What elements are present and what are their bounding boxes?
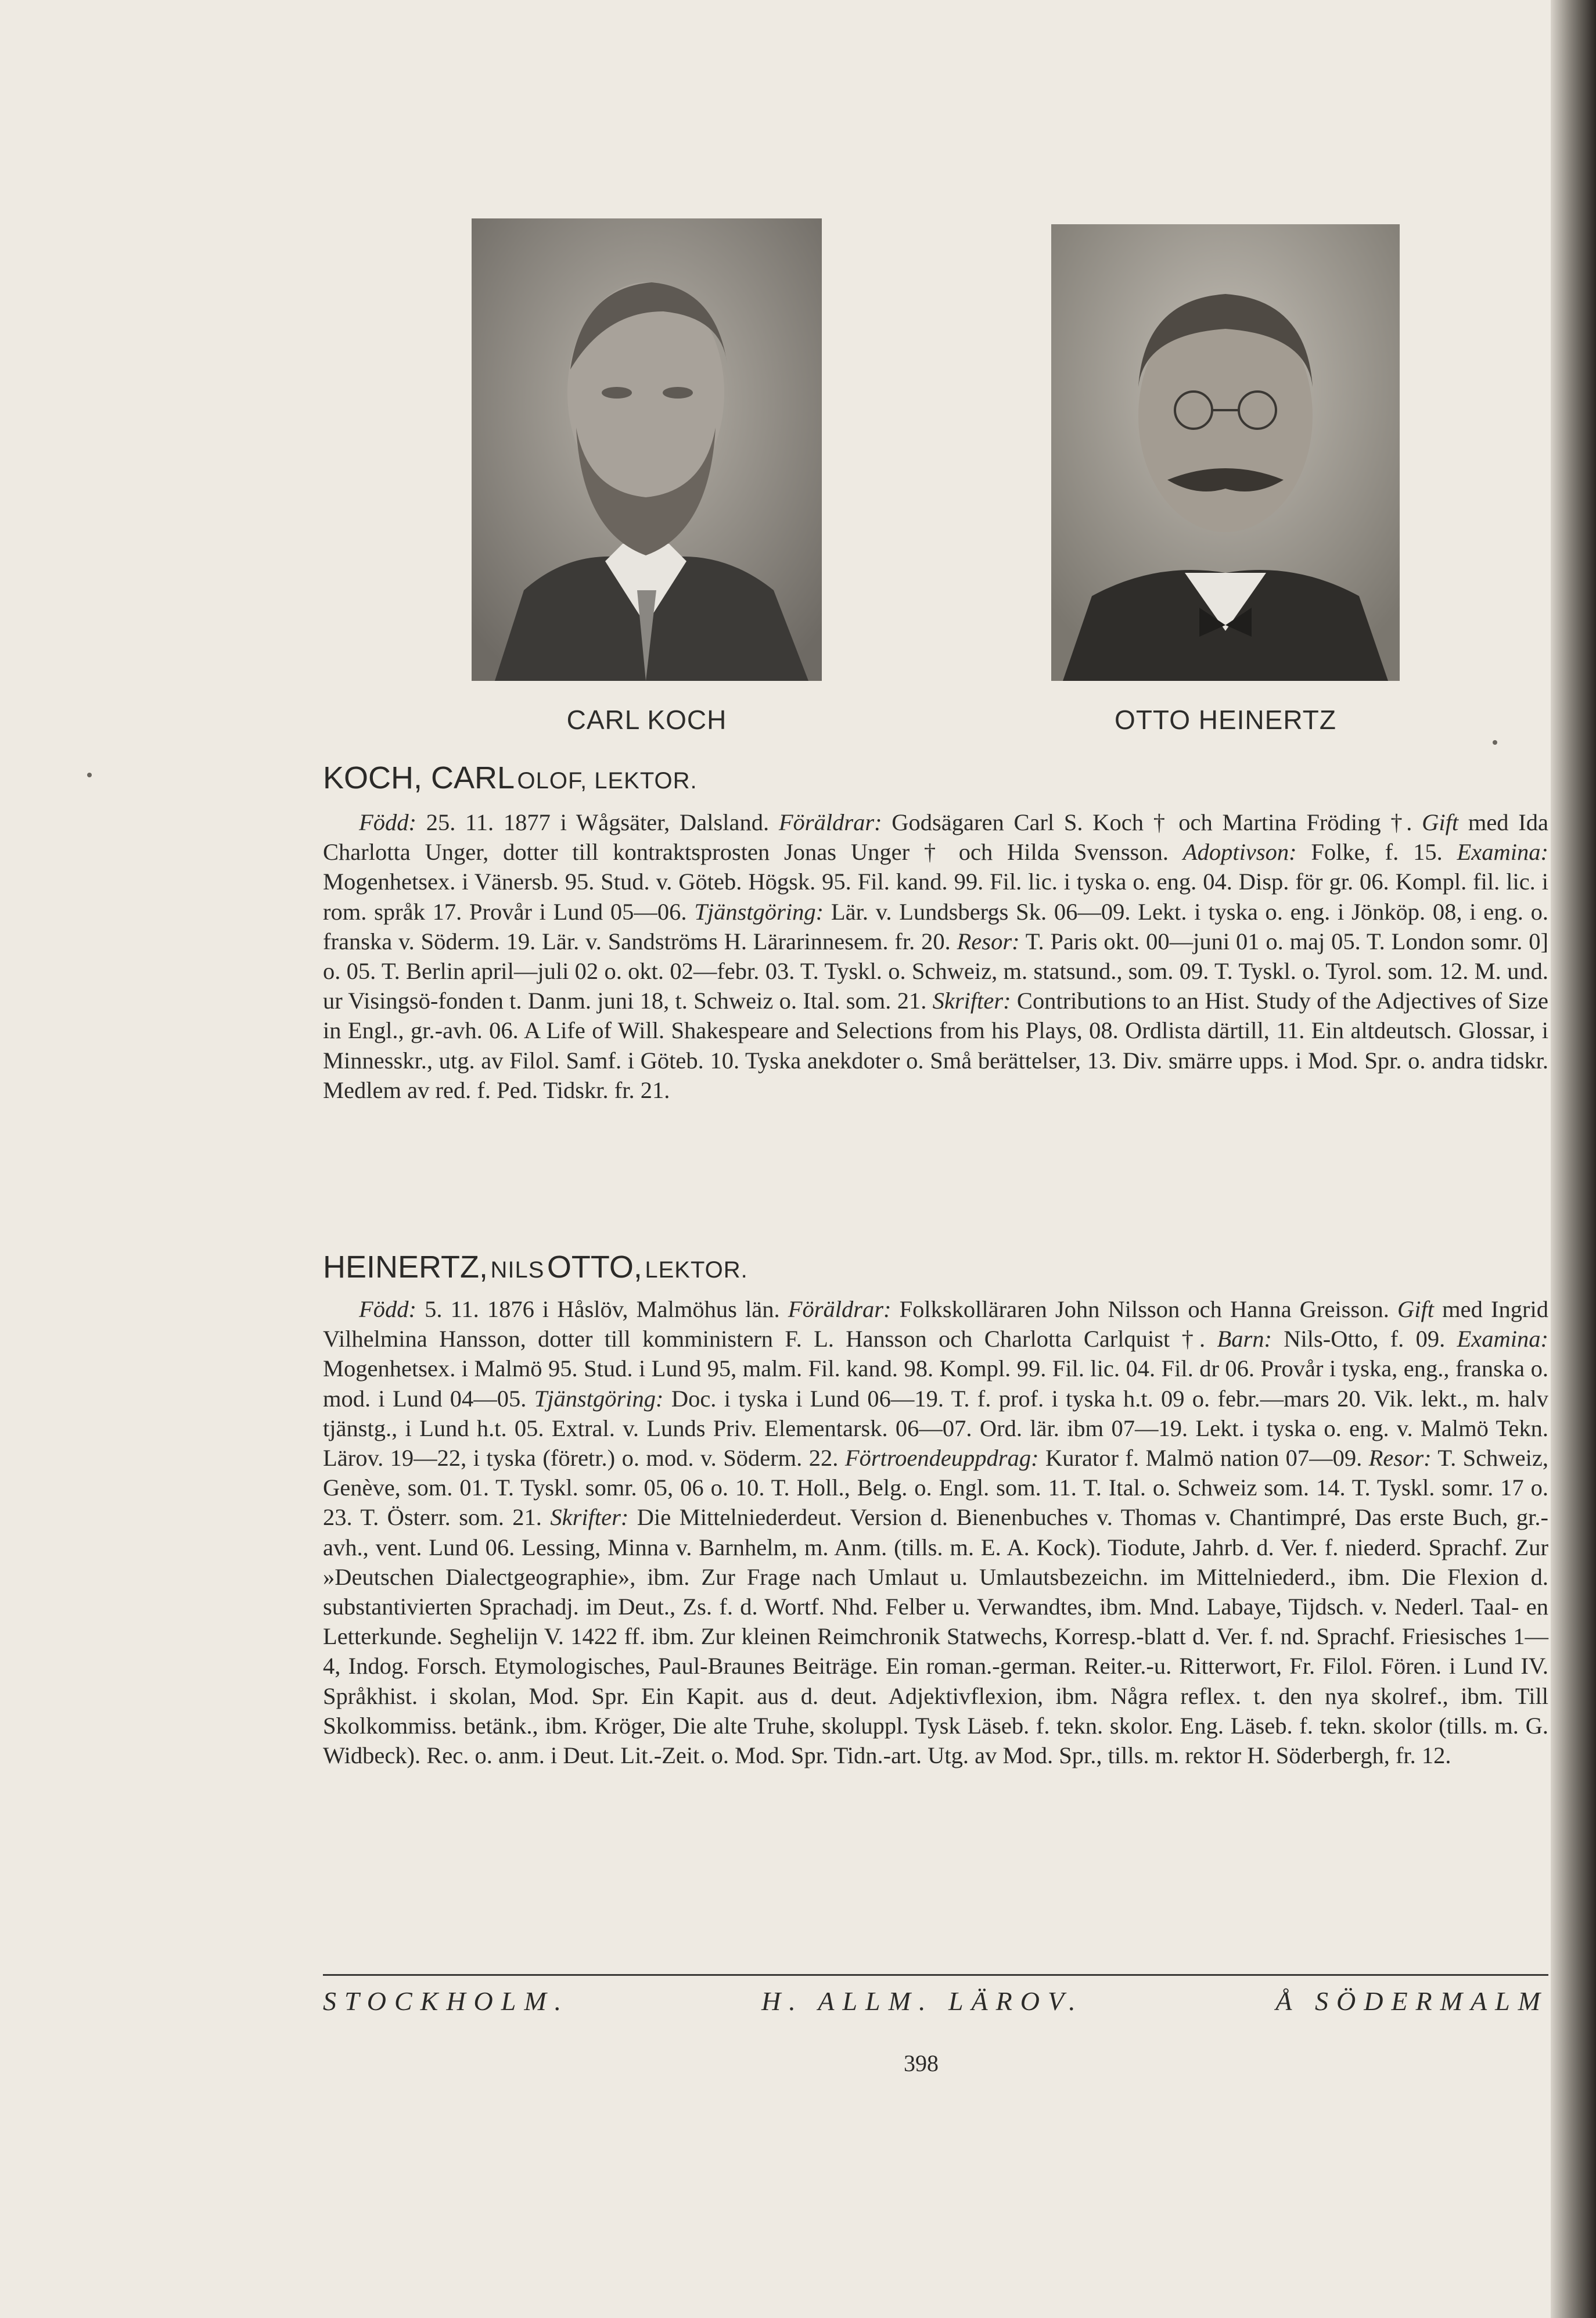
- heading-name: KOCH, CARL: [323, 760, 515, 795]
- entry-body-koch: [323, 808, 1548, 1105]
- portrait-photo-otto-heinertz: [1051, 224, 1400, 681]
- heading-name: HEINERTZ,: [323, 1250, 488, 1284]
- photo-caption-1: CARL KOCH: [566, 705, 727, 735]
- speck: [87, 773, 92, 777]
- running-footer: [323, 1986, 1548, 2016]
- portrait-photo-carl-koch: [472, 218, 822, 681]
- entry-text: Född: 5. 11. 1876 i Håslöv, Malmöhus län. Föräldrar: Folkskolläraren John Nilsson och Hanna Greisson. Gift med Ingrid Vilhelmina Hansson, dotter till komministern F. L. Hansson och Charlotta Carlquist †. Barn: Nils-Otto, f. 09. Examina: Mogenhetsex. i Malmö 95. Stud. i Lund 95, malm. Fil. kand. 98. Kompl. 99. Fil. lic. 04. Fil. dr 06. Provår i tyska, eng., franska o. mod. i Lund 04—05. Tjänstgöring: Doc. i tyska i Lund 06—19. T. f. prof. i tyska h.t. 09 o. febr.—mars 20. Vik. lekt., m. halv tjänstg., i Lund h.t. 05. Extral. v. Lunds Priv. Elementarsk. 06—07. Ord. lär. ibm 07—19. Lekt. i tyska o. eng. v. Malmö Tekn. Lärov. 19—22, i tyska (företr.) o. mod. v. Söderm. 22. Förtroendeuppdrag: Kurator f. Malmö nation 07—09. Resor: T. Schweiz, Genève, som. 01. T. Tyskl. somr. 05, 06 o. 10. T. Holl., Belg. o. Engl. som. 11. T. Ital. o. Schweiz som. 14. T. Tyskl. somr. 17 o. 23. T. Österr. som. 21. Skrifter: Die Mittelniederdeut. Version d. Bienenbuches v. Thomas v. Chantimpré, Das erste Buch, gr.-avh., vent. Lund 06. Lessing, Minna v. Barnhelm, m. Anm. (tills. m. E. A. Kock). Tiodute, Jahrb. d. Ver. f. niederd. Sprachf. Zur »Deutschen Dialectgeographie», ibm. Zur Frage nach Umlaut u. Umlautsbezeichn. im Mittelniederd., ibm. Die Flexion d. substantivierten Sprachadj. im Deut., Zs. f. d. Wortf. Nhd. Felber u. Verwandtes, ibm. Mnd. Labaye, Tijdsch. v. Nederl. Taal- en Letterkunde. Seghelijn V. 1422 ff. ibm. Zur kleinen Reimchronik Statwechs, Korresp.-blatt d. Ver. f. nd. Sprachf. Friesisches 1—4, Indog. Forsch. Etymologisches, Paul-Braunes Beiträge. Ein roman.-german. Reiter.-u. Ritterwort, Fr. Filol. Fören. i Lund IV. Språkhist. i skolan, Mod. Spr. Ein Kapit. aus d. deut. Adjektivflexion, ibm. Några reflex. t. den nya skolref., ibm. Till Skolkommiss. betänk., ibm. Kröger, Die alte Truhe, skoluppl. Tysk Läseb. f. tekn. skolor. Eng. Läseb. f. tekn. skolor (tills. m. G. Widbeck). Rec. o. anm. i Deut. Lit.-Zeit. o. Mod. Spr. Tidn.-art. Utg. av Mod. Spr., tills. m. rektor H. Söderbergh, fr. 12.: [323, 1296, 1549, 1769]
- photo-caption-2: OTTO HEINERTZ: [1115, 705, 1336, 735]
- footer-school: H. ALLM. LÄROV.: [761, 1986, 1084, 2016]
- page-number: 398: [904, 2050, 939, 2076]
- speck: [1493, 740, 1497, 745]
- entry-heading-heinertz: [323, 1249, 748, 1285]
- page-edge-shadow: [1551, 0, 1596, 2318]
- footer-district: Å SÖDERMALM: [1275, 1986, 1548, 2016]
- heading-suffix: OLOF, LEKTOR.: [517, 768, 698, 794]
- footer-rule: [323, 1974, 1548, 1976]
- entry-heading-koch: [323, 760, 698, 796]
- footer-city: STOCKHOLM.: [323, 1986, 570, 2016]
- heading-suffix: LEKTOR.: [645, 1257, 748, 1283]
- heading-given-name-2: OTTO,: [547, 1250, 642, 1284]
- entry-text: Född: 25. 11. 1877 i Wågsäter, Dalsland. Föräldrar: Godsägaren Carl S. Koch † och Martina Fröding †. Gift med Ida Charlotta Unger, dotter till kontraktsprosten Jonas Unger † och Hilda Svensson. Adoptivson: Folke, f. 15. Examina: Mogenhetsex. i Vänersb. 95. Stud. v. Göteb. Högsk. 95. Fil. kand. 99. Fil. lic. i tyska o. eng. 04. Disp. för gr. 06. Kompl. fil. lic. i rom. språk 17. Provår i Lund 05—06. Tjänstgöring: Lär. v. Lundsbergs Sk. 06—09. Lekt. i tyska o. eng. i Jönköp. 08, i eng. o. franska v. Söderm. 19. Lär. v. Sandströms H. Lärarinnesem. fr. 20. Resor: T. Paris okt. 00—juni 01 o. maj 05. T. London somr. 0] o. 05. T. Berlin april—juli 02 o. okt. 02—febr. 03. T. Tyskl. o. Schweiz, m. statsund., som. 09. T. Tyskl. o. Tyrol. som. 12. M. und. ur Visingsö-fonden t. Danm. juni 18, t. Schweiz o. Ital. som. 21. Skrifter: Contributions to an Hist. Study of the Adjectives of Size in Engl., gr.-avh. 06. A Life of Will. Shakespeare and Selections from his Plays, 08. Ordlista därtill, 11. Ein altdeutsch. Glossar, i Minnesskr., utg. av Filol. Samf. i Göteb. 10. Tyska anekdoter o. Små berättelser, 13. Div. smärre upps. i Mod. Spr. o. andra tidskr. Medlem av red. f. Ped. Tidskr. fr. 21.: [323, 809, 1549, 1103]
- heading-given-name: NILS: [490, 1257, 545, 1283]
- entry-body-heinertz: [323, 1294, 1548, 1770]
